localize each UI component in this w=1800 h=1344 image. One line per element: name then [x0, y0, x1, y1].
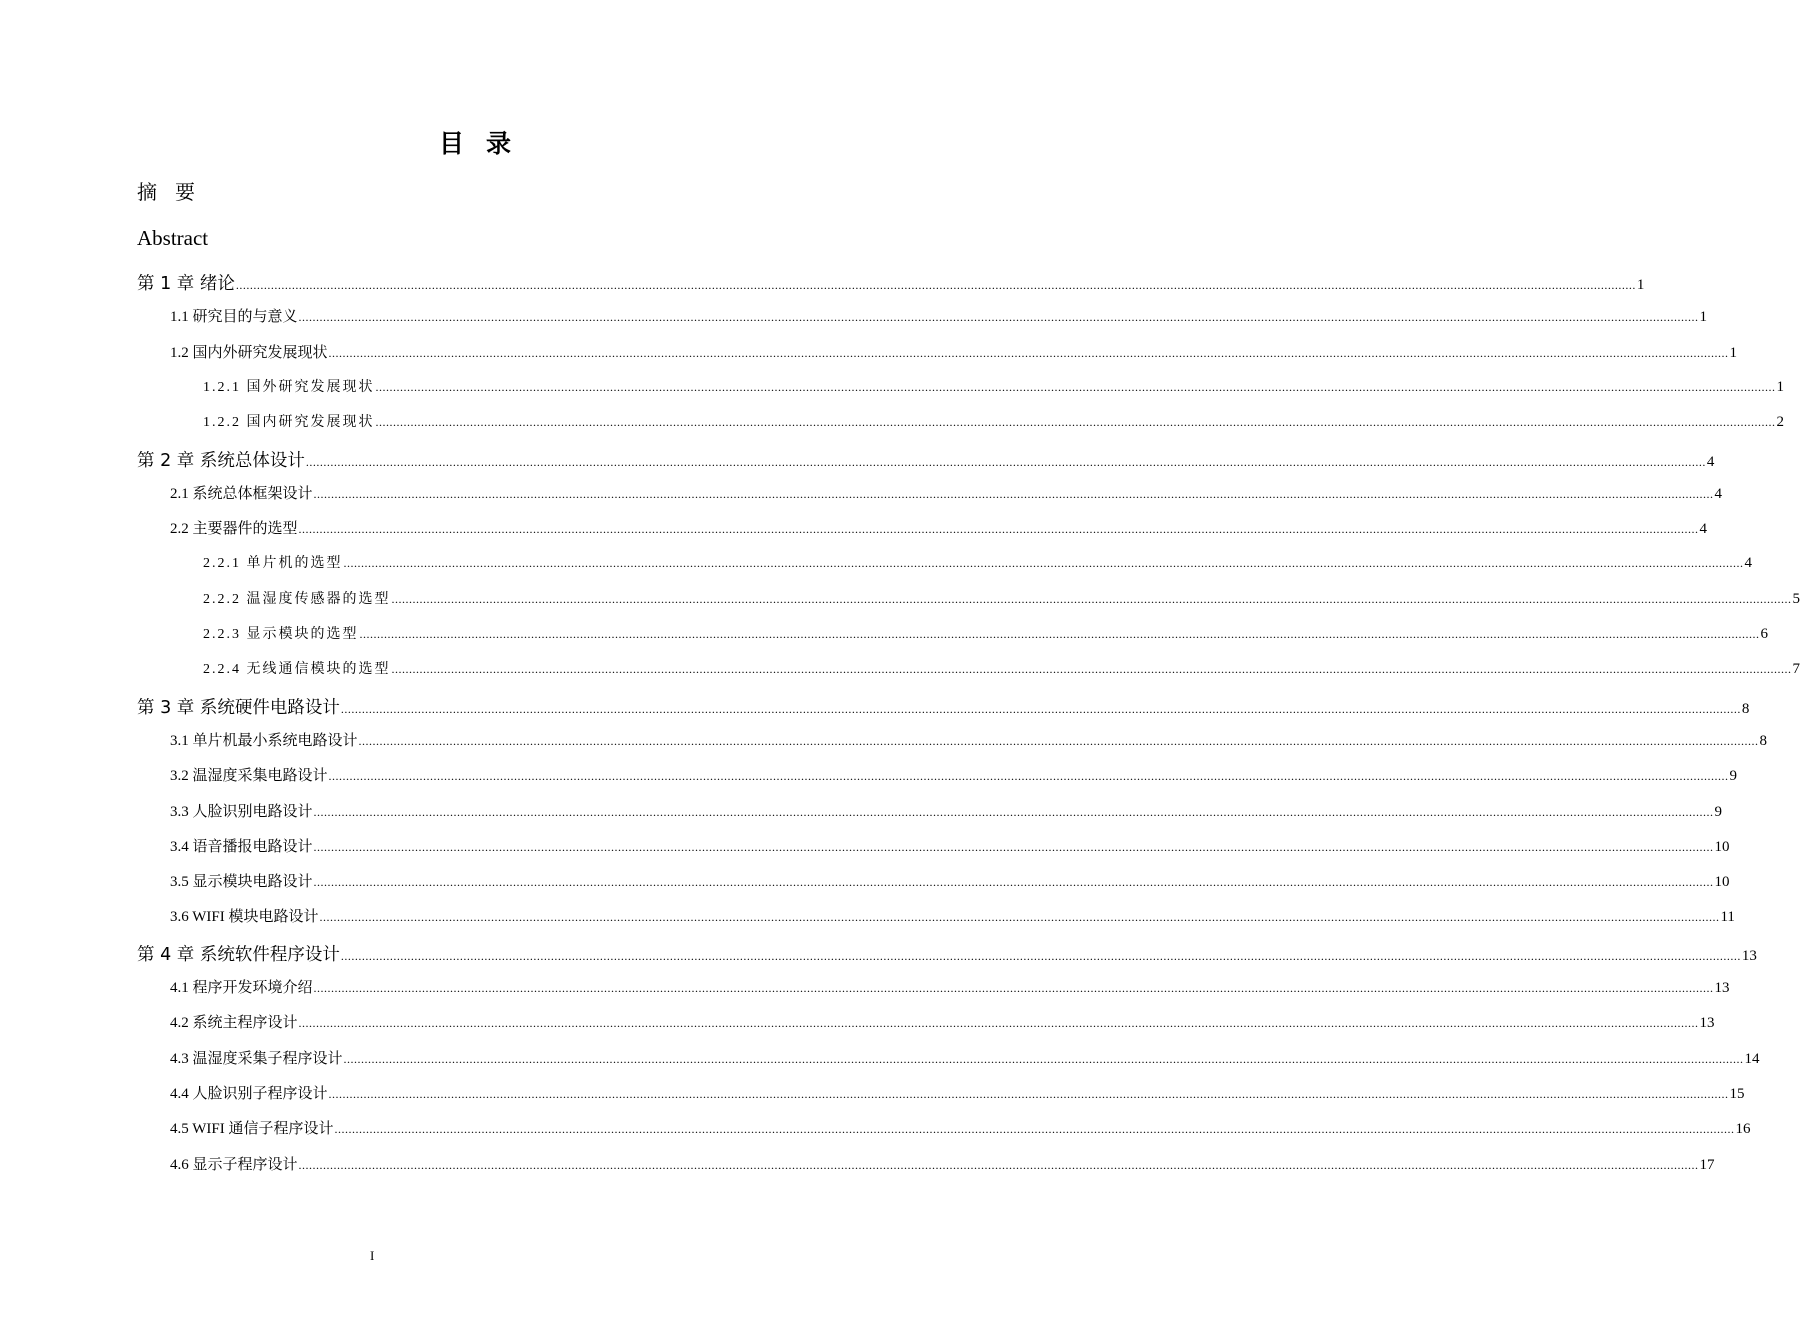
- toc-dot-leader: ................................................................................................................................................................................................................................................................................................................................................................................................................: [328, 1086, 1729, 1101]
- toc-entry[interactable]: [170, 1082, 1745, 1103]
- toc-entry[interactable]: [170, 835, 1730, 856]
- toc-entry-label: 1.2 国内外研究发展现状: [170, 344, 328, 361]
- toc-entry[interactable]: [170, 764, 1738, 785]
- toc-dot-leader: ................................................................................................................................................................................................................................................................................................................................................................................................................: [358, 733, 1759, 748]
- toc-entry-label: 1.2.2 国内研究发展现状: [203, 415, 375, 431]
- toc-dot-leader: ................................................................................................................................................................................................................................................................................................................................................................................................................: [328, 345, 1729, 360]
- toc-entry[interactable]: [170, 341, 1738, 362]
- toc-entry[interactable]: [137, 447, 1715, 472]
- toc-entry-label: 1.1 研究目的与意义: [170, 309, 298, 326]
- toc-entry[interactable]: [170, 517, 1708, 538]
- toc-dot-leader: ................................................................................................................................................................................................................................................................................................................................................................................................................: [313, 875, 1714, 890]
- toc-page-number: 17: [1699, 1156, 1715, 1173]
- toc-entry-label: 4.2 系统主程序设计: [170, 1015, 298, 1032]
- toc-dot-leader: ................................................................................................................................................................................................................................................................................................................................................................................................................: [375, 415, 1776, 430]
- toc-entry-label: 1.2.1 国外研究发展现状: [203, 379, 375, 395]
- abstract-zh-heading: 摘要: [137, 180, 213, 204]
- toc-page-number: 9: [1729, 768, 1738, 785]
- toc-entry-label: 3.1 单片机最小系统电路设计: [170, 732, 358, 749]
- toc-entry[interactable]: [170, 729, 1768, 750]
- toc-page-number: 16: [1735, 1121, 1751, 1138]
- toc-dot-leader: ................................................................................................................................................................................................................................................................................................................................................................................................................: [343, 556, 1744, 571]
- footer-page-number: I: [370, 1248, 375, 1263]
- toc-page-number: 13: [1741, 947, 1757, 964]
- toc-dot-leader: ................................................................................................................................................................................................................................................................................................................................................................................................................: [334, 1122, 1735, 1137]
- abstract-en-heading: Abstract: [137, 226, 209, 250]
- toc-entry[interactable]: [170, 870, 1730, 891]
- toc-entry[interactable]: [170, 1047, 1760, 1068]
- toc-dot-leader: ................................................................................................................................................................................................................................................................................................................................................................................................................: [313, 486, 1714, 501]
- toc-entry-label: 4.3 温湿度采集子程序设计: [170, 1050, 343, 1067]
- toc-dot-leader: ................................................................................................................................................................................................................................................................................................................................................................................................................: [359, 627, 1760, 641]
- toc-dot-leader: ................................................................................................................................................................................................................................................................................................................................................................................................................: [391, 662, 1792, 677]
- toc-page-number: 9: [1714, 803, 1723, 820]
- toc-entry[interactable]: [203, 658, 1800, 678]
- toc-dot-leader: ................................................................................................................................................................................................................................................................................................................................................................................................................: [313, 981, 1714, 995]
- toc-entry-label: 第 1 章 绪论: [137, 274, 235, 294]
- toc-dot-leader: ................................................................................................................................................................................................................................................................................................................................................................................................................: [340, 701, 1741, 716]
- toc-dot-leader: ................................................................................................................................................................................................................................................................................................................................................................................................................: [298, 522, 1699, 537]
- toc-entry[interactable]: [170, 800, 1723, 821]
- toc-page-number: 4: [1714, 485, 1723, 502]
- toc-entry-label: 4.6 显示子程序设计: [170, 1156, 298, 1173]
- toc-entry-label: 第 3 章 系统硬件电路设计: [137, 697, 340, 718]
- toc-entry-label: 4.4 人脸识别子程序设计: [170, 1085, 328, 1102]
- toc-page-number: 1: [1636, 277, 1645, 293]
- toc-page-number: 13: [1699, 1015, 1715, 1032]
- toc-entry[interactable]: [170, 976, 1730, 997]
- toc-entry[interactable]: [170, 305, 1708, 326]
- toc-dot-leader: ................................................................................................................................................................................................................................................................................................................................................................................................................: [305, 454, 1706, 469]
- toc-page-number: 15: [1729, 1085, 1745, 1102]
- toc-entry-label: 2.2.2 温湿度传感器的选型: [203, 591, 391, 607]
- toc-entry-label: 3.5 显示模块电路设计: [170, 874, 313, 891]
- toc-page-number: 4: [1744, 555, 1752, 572]
- toc-page-number: 13: [1714, 980, 1730, 996]
- toc-entry-label: 3.2 温湿度采集电路设计: [170, 768, 328, 785]
- toc-page-number: 4: [1706, 453, 1715, 470]
- toc-page-number: 1: [1776, 378, 1784, 395]
- toc-page-number: 11: [1720, 909, 1735, 926]
- toc-entry[interactable]: [137, 694, 1750, 719]
- toc-entry[interactable]: [203, 376, 1784, 396]
- toc-entry-label: 2.2 主要器件的选型: [170, 521, 298, 538]
- toc-entry[interactable]: [170, 1011, 1715, 1032]
- toc-entry-label: 2.2.3 显示模块的选型: [203, 627, 359, 642]
- toc-dot-leader: ................................................................................................................................................................................................................................................................................................................................................................................................................: [235, 278, 1636, 292]
- toc-dot-leader: ................................................................................................................................................................................................................................................................................................................................................................................................................: [298, 1016, 1699, 1031]
- toc-entry[interactable]: [170, 1153, 1715, 1174]
- toc-page-number: 6: [1760, 626, 1768, 642]
- toc-dot-leader: ................................................................................................................................................................................................................................................................................................................................................................................................................: [313, 839, 1714, 854]
- toc-page-number: 8: [1741, 700, 1750, 717]
- toc-page-number: 7: [1792, 661, 1800, 678]
- toc-page-number: 4: [1699, 521, 1708, 538]
- toc-page-number: 14: [1744, 1050, 1760, 1067]
- toc-entry[interactable]: [170, 482, 1723, 503]
- toc-dot-leader: ................................................................................................................................................................................................................................................................................................................................................................................................................: [328, 769, 1729, 784]
- toc-entry-label: 第 4 章 系统软件程序设计: [137, 944, 340, 965]
- toc-entry[interactable]: [203, 588, 1800, 608]
- toc-entry[interactable]: [137, 941, 1757, 966]
- toc-dot-leader: ................................................................................................................................................................................................................................................................................................................................................................................................................: [298, 310, 1699, 325]
- toc-page-number: 2: [1776, 414, 1784, 431]
- toc-entry[interactable]: [203, 623, 1768, 643]
- toc-entry[interactable]: [203, 552, 1752, 572]
- toc-entry-label: 2.2.1 单片机的选型: [203, 556, 343, 572]
- toc-page-number: 8: [1759, 732, 1768, 749]
- toc-entry[interactable]: [137, 270, 1645, 295]
- page-title: 目录: [438, 129, 533, 158]
- toc-entry-label: 2.2.4 无线通信模块的选型: [203, 662, 391, 678]
- toc-dot-leader: ................................................................................................................................................................................................................................................................................................................................................................................................................: [313, 804, 1714, 819]
- toc-dot-leader: ................................................................................................................................................................................................................................................................................................................................................................................................................: [343, 1051, 1744, 1066]
- toc-entry-label: 2.1 系统总体框架设计: [170, 485, 313, 502]
- toc-entry-label: 第 2 章 系统总体设计: [137, 450, 305, 471]
- toc-page-number: 1: [1699, 309, 1708, 326]
- toc-dot-leader: ................................................................................................................................................................................................................................................................................................................................................................................................................: [319, 910, 1720, 925]
- toc-entry[interactable]: [203, 411, 1784, 431]
- toc-dot-leader: ................................................................................................................................................................................................................................................................................................................................................................................................................: [391, 591, 1792, 606]
- toc-entry-label: 3.4 语音播报电路设计: [170, 838, 313, 855]
- toc-entry-label: 4.5 WIFI 通信子程序设计: [170, 1121, 334, 1138]
- toc-entry[interactable]: [170, 905, 1735, 926]
- toc-dot-leader: ................................................................................................................................................................................................................................................................................................................................................................................................................: [298, 1157, 1699, 1172]
- toc-entry-label: 3.3 人脸识别电路设计: [170, 803, 313, 820]
- toc-page-number: 10: [1714, 838, 1730, 855]
- toc-page-number: 10: [1714, 874, 1730, 891]
- toc-page-number: 1: [1729, 344, 1738, 361]
- toc-entry[interactable]: [170, 1117, 1751, 1138]
- toc-dot-leader: ................................................................................................................................................................................................................................................................................................................................................................................................................: [375, 379, 1776, 394]
- toc-page-number: 5: [1792, 590, 1800, 607]
- toc-dot-leader: ................................................................................................................................................................................................................................................................................................................................................................................................................: [340, 948, 1741, 963]
- toc-entry-label: 4.1 程序开发环境介绍: [170, 980, 313, 996]
- toc-entry-label: 3.6 WIFI 模块电路设计: [170, 909, 319, 926]
